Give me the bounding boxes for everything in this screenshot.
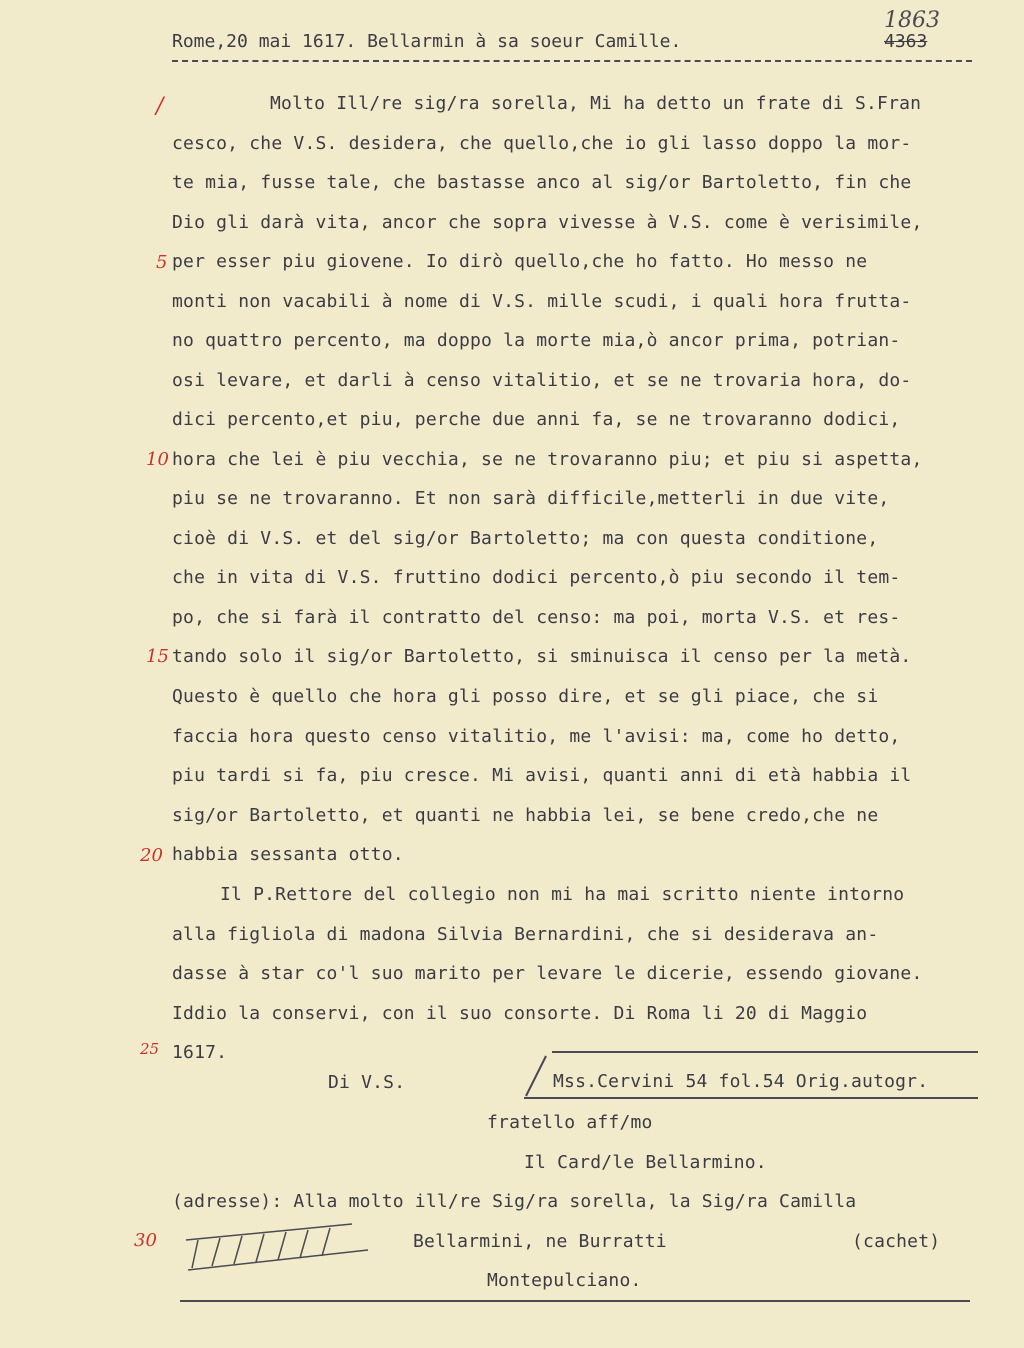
source-bottom-rule <box>524 1097 978 1099</box>
header-title: Rome,20 mai 1617. Bellarmin à sa soeur Camille. <box>172 31 682 52</box>
body-line: te mia, fusse tale, che bastasse anco al sig/or Bartoletto, fin che <box>172 172 912 193</box>
signature-line: fratello aff/mo <box>487 1112 653 1133</box>
salutation: Di V.S. <box>328 1072 406 1093</box>
margin-number: / <box>156 94 164 119</box>
body-line: po, che si farà il contratto del censo: ma poi, morta V.S. et res- <box>172 607 901 628</box>
margin-number: 25 <box>140 1040 160 1058</box>
seal-hatching <box>182 1220 374 1274</box>
body-line: Questo è quello che hora gli posso dire, et se gli piace, che si <box>172 686 879 707</box>
body-line: no quattro percento, ma doppo la morte mia,ò ancor prima, potrian- <box>172 330 901 351</box>
body-line: piu tardi si fa, piu cresce. Mi avisi, quanti anni di età habbia il <box>172 765 912 786</box>
body-line: osi levare, et darli à censo vitalitio, et se ne trovaria hora, do- <box>172 370 912 391</box>
margin-number: 30 <box>134 1230 157 1251</box>
footer-rule <box>180 1300 970 1302</box>
source-citation: Mss.Cervini 54 fol.54 Orig.autogr. <box>553 1071 929 1092</box>
body-line: dasse à star co'l suo marito per levare le dicerie, essendo giovane. <box>172 963 923 984</box>
handwritten-number: 1863 <box>884 8 940 33</box>
margin-number: 10 <box>146 449 169 470</box>
body-line: cioè di V.S. et del sig/or Bartoletto; ma con questa conditione, <box>172 528 879 549</box>
body-line: alla figliola di madona Silvia Bernardini, che si desiderava an- <box>172 924 879 945</box>
margin-number: 15 <box>146 646 169 667</box>
body-line: Dio gli darà vita, ancor che sopra vivesse à V.S. come è verisimile, <box>172 212 923 233</box>
body-line: Molto Ill/re sig/ra sorella, Mi ha detto un frate di S.Fran <box>270 93 922 114</box>
margin-number: 20 <box>140 845 163 866</box>
body-line: cesco, che V.S. desidera, che quello,che io gli lasso doppo la mor- <box>172 133 912 154</box>
typed-number: 4363 <box>884 31 928 52</box>
body-line: hora che lei è piu vecchia, se ne trovaranno piu; et piu si aspetta, <box>172 449 923 470</box>
header-rule <box>172 60 972 62</box>
body-line: per esser piu giovene. Io dirò quello,che ho fatto. Ho messo ne <box>172 251 868 272</box>
body-line: piu se ne trovaranno. Et non sarà difficile,metterli in due vite, <box>172 488 890 509</box>
body-line: Iddio la conservi, con il suo consorte. Di Roma li 20 di Maggio <box>172 1003 868 1024</box>
body-line: habbia sessanta otto. <box>172 844 404 865</box>
body-line: Il P.Rettore del collegio non mi ha mai scritto niente intorno <box>220 884 905 905</box>
body-line: monti non vacabili à nome di V.S. mille scudi, i quali hora frutta- <box>172 291 912 312</box>
body-line: dici percento,et piu, perche due anni fa, se ne trovaranno dodici, <box>172 409 901 430</box>
body-line: sig/or Bartoletto, et quanti ne habbia lei, se bene credo,che ne <box>172 805 879 826</box>
address-line: (adresse): Alla molto ill/re Sig/ra sorella, la Sig/ra Camilla <box>172 1191 857 1212</box>
body-line: che in vita di V.S. fruttino dodici percento,ò piu secondo il tem- <box>172 567 901 588</box>
body-line: 1617. <box>172 1042 228 1063</box>
address-line: Bellarmini, ne Burratti <box>413 1231 667 1252</box>
margin-number: 5 <box>156 252 168 273</box>
signature-line: Il Card/le Bellarmino. <box>524 1152 767 1173</box>
body-line: tando solo il sig/or Bartoletto, si sminuisca il censo per la metà. <box>172 646 912 667</box>
body-line: faccia hora questo censo vitalitio, me l'avisi: ma, come ho detto, <box>172 726 901 747</box>
source-bracket <box>520 1054 550 1100</box>
cachet-label: (cachet) <box>852 1231 941 1252</box>
address-line: Montepulciano. <box>487 1270 642 1291</box>
source-top-rule <box>552 1051 978 1053</box>
